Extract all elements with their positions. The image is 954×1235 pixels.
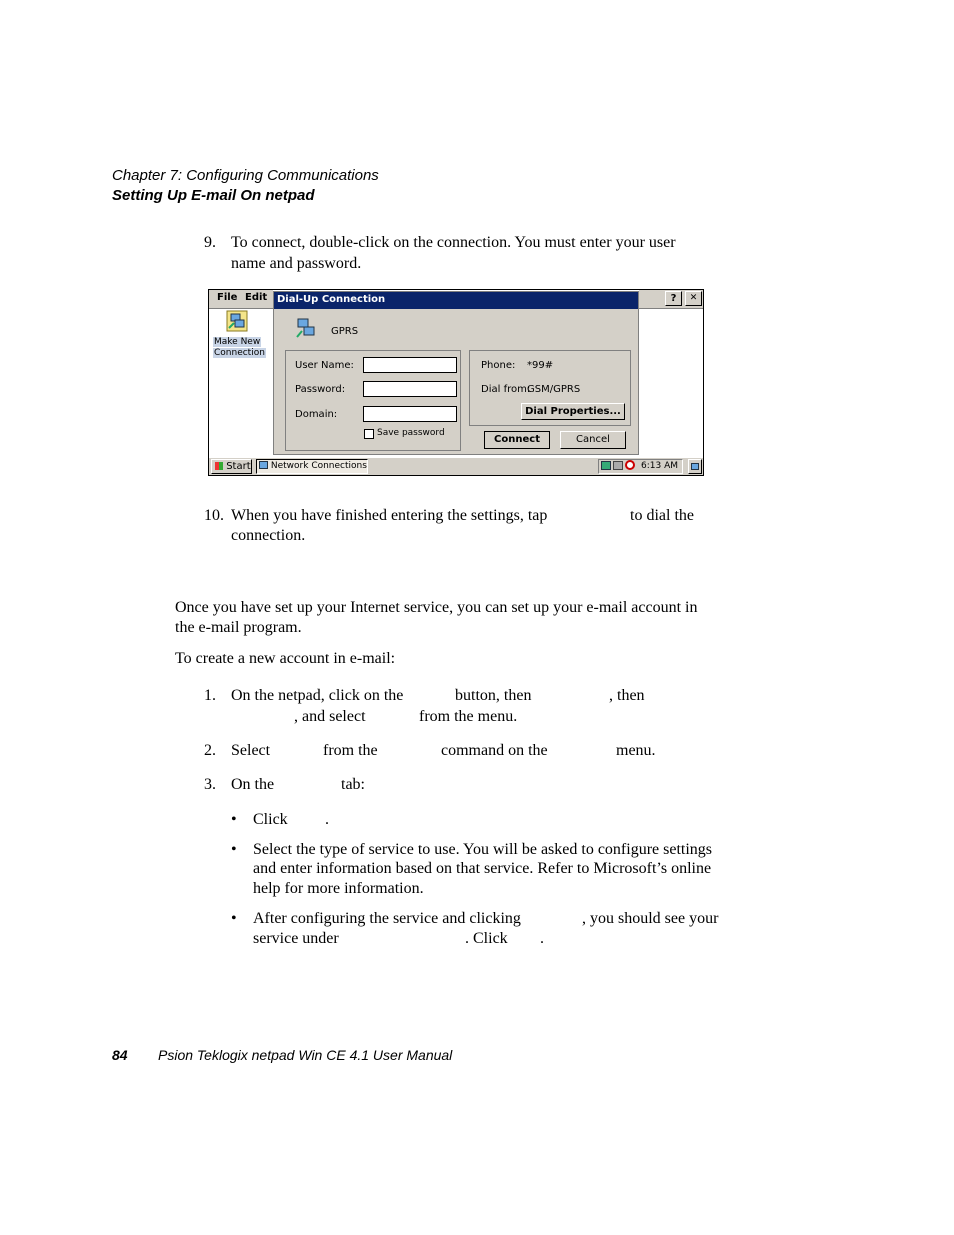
network-icon: [259, 461, 268, 469]
save-password-label: Save password: [377, 428, 445, 438]
desktop-toggle-button[interactable]: [688, 459, 702, 474]
bullet-text: help for more information.: [253, 880, 424, 897]
password-label: Password:: [295, 384, 346, 395]
step-text: name and password.: [231, 255, 362, 272]
cancel-button[interactable]: Cancel: [560, 431, 626, 449]
step-text: to dial the: [630, 507, 694, 524]
dial-properties-button[interactable]: Dial Properties...: [521, 403, 625, 420]
step-number: 2.: [204, 742, 216, 759]
bullet-icon: •: [231, 910, 237, 927]
paragraph: Once you have set up your Internet service, you can set up your e-mail account in: [175, 599, 698, 616]
start-button[interactable]: [211, 459, 252, 474]
bullet-text: service under: [253, 930, 339, 947]
network-status-icon[interactable]: [601, 461, 611, 470]
desktop-icon-label: Connection: [214, 348, 265, 358]
paragraph: To create a new account in e-mail:: [175, 650, 396, 667]
desktop-icon-label: Make New: [214, 337, 261, 347]
step-number: 9.: [204, 234, 216, 251]
connection-tray-icon[interactable]: [613, 461, 623, 470]
step-text: command on the: [441, 742, 548, 759]
page-number: 84: [112, 1047, 128, 1063]
dialog-title: Dial-Up Connection: [277, 294, 386, 305]
dial-from-value: GSM/GPRS: [527, 384, 581, 395]
step-number: 10.: [204, 507, 224, 524]
taskbar-item-label: Network Connections: [270, 461, 367, 471]
step-text: On the: [231, 776, 275, 793]
step-number: 1.: [204, 687, 216, 704]
bullet-text: . Click: [465, 930, 508, 947]
step-text: from the: [323, 742, 378, 759]
bullet-icon: •: [231, 811, 237, 828]
step-number: 3.: [204, 776, 216, 793]
user-name-input[interactable]: [363, 357, 457, 373]
make-new-connection-icon[interactable]: [226, 310, 248, 332]
connect-button[interactable]: Connect: [484, 431, 550, 449]
step-text: tab:: [341, 776, 365, 793]
bullet-text: Select the type of service to use. You will be asked to configure settings: [253, 841, 713, 858]
paragraph: the e-mail program.: [175, 619, 302, 636]
domain-input[interactable]: [363, 406, 457, 422]
screenshot-dialup: [208, 289, 704, 476]
phone-label: Phone:: [481, 360, 516, 371]
bullet-text: Click: [253, 811, 288, 828]
connection-name: GPRS: [331, 326, 359, 337]
step-text: When you have finished entering the settings, tap: [231, 507, 548, 524]
start-label: Start: [226, 461, 251, 472]
windows-flag-icon: [215, 462, 223, 470]
menu-edit[interactable]: Edit: [245, 292, 268, 303]
phone-value: *99#: [527, 360, 554, 371]
step-text: On the netpad, click on the: [231, 687, 404, 704]
bullet-text: , you should see your: [582, 910, 719, 927]
step-text: menu.: [616, 742, 656, 759]
user-name-label: User Name:: [295, 360, 354, 371]
close-button[interactable]: ✕: [685, 291, 702, 306]
help-button[interactable]: ?: [665, 291, 682, 306]
footer-title: Psion Teklogix netpad Win CE 4.1 User Manual: [158, 1047, 453, 1063]
password-input[interactable]: [363, 381, 457, 397]
desktop-icon: [691, 463, 699, 470]
alert-icon[interactable]: [625, 460, 635, 470]
bullet-text: and enter information based on that service. Refer to Microsoft’s online: [253, 860, 712, 877]
section-header: Setting Up E-mail On netpad: [112, 187, 315, 204]
clock: 6:13 AM: [641, 461, 678, 471]
chapter-header: Chapter 7: Configuring Communications: [112, 167, 379, 184]
step-text: connection.: [231, 527, 306, 544]
bullet-text: .: [540, 930, 544, 947]
bullet-text: .: [325, 811, 329, 828]
menu-file[interactable]: File: [217, 292, 238, 303]
step-text: from the menu.: [419, 708, 518, 725]
taskbar-item-network[interactable]: [256, 459, 368, 474]
step-text: Select: [231, 742, 271, 759]
step-text: , and select: [294, 708, 366, 725]
step-text: , then: [609, 687, 645, 704]
bullet-text: After configuring the service and clicking: [253, 910, 521, 927]
domain-label: Domain:: [295, 409, 338, 420]
step-text: To connect, double-click on the connection. You must enter your user: [231, 234, 676, 251]
bullet-icon: •: [231, 841, 237, 858]
dial-from-label: Dial from:: [481, 384, 531, 395]
save-password-checkbox[interactable]: [364, 429, 374, 439]
step-text: button, then: [455, 687, 532, 704]
connection-icon: [295, 317, 317, 339]
